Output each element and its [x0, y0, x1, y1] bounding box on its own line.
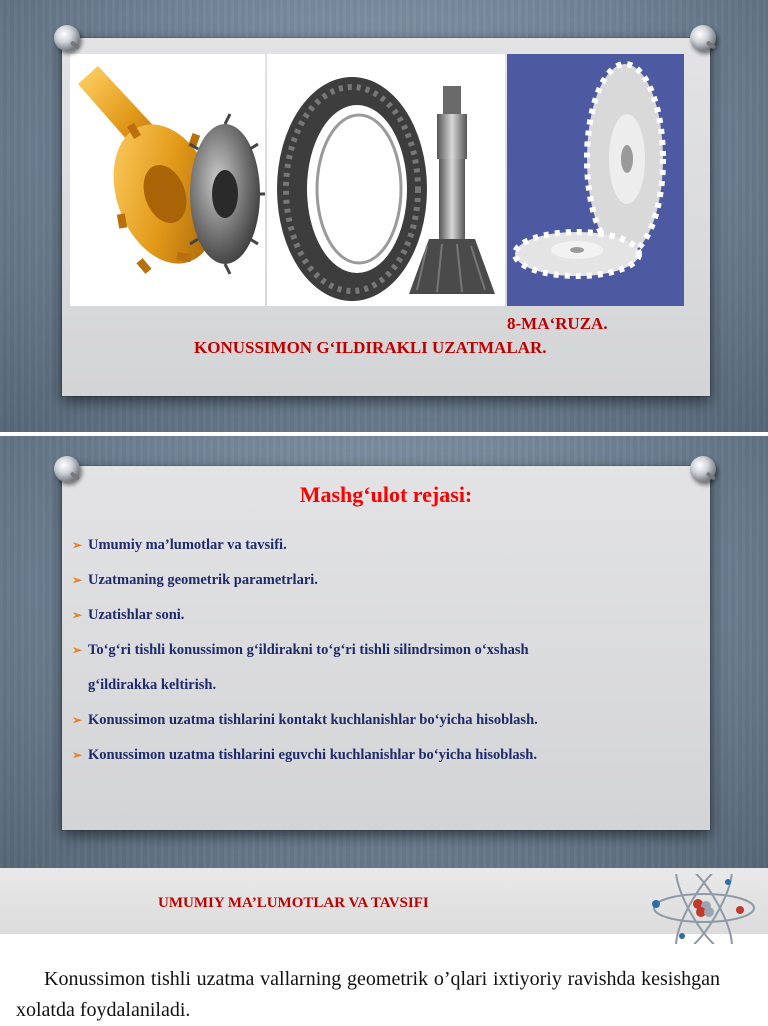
bevel-gear-pair-image — [507, 54, 684, 306]
plan-item: ➢ Konussimon uzatma tishlarini eguvchi kuchlanishlar bo‘yicha hisoblash. — [72, 738, 702, 773]
plan-heading: Mashg‘ulot rejasi: — [299, 482, 473, 507]
arrow-bullet-icon: ➢ — [72, 573, 83, 587]
spiral-bevel-gears-image — [70, 54, 265, 306]
atom-icon — [648, 874, 764, 944]
plan-item: ➢ Konussimon uzatma tishlarini kontakt kuchlanishlar bo‘yicha hisoblash. — [72, 703, 702, 738]
plan-item: ➢ Uzatishlar soni. — [72, 598, 702, 633]
arrow-bullet-icon: ➢ — [72, 643, 83, 657]
plan-list — [72, 528, 702, 773]
ring-gear-pinion-image — [267, 54, 505, 306]
section-general-info — [0, 868, 768, 1024]
arrow-bullet-icon: ➢ — [72, 748, 83, 762]
arrow-bullet-icon: ➢ — [72, 713, 83, 727]
plan-card — [62, 466, 710, 830]
arrow-bullet-icon: ➢ — [72, 608, 83, 622]
title-card — [62, 38, 710, 396]
plan-item: ➢ Uzatmaning geometrik parametrlari. — [72, 563, 702, 598]
pushpin-icon — [54, 25, 80, 51]
arrow-bullet-icon: ➢ — [72, 538, 83, 552]
plan-item-continuation: g‘ildirakka keltirish. — [88, 677, 217, 693]
body-paragraph: Konussimon tishli uzatma vallarning geometrik o’qlari ixtiyoriy ravishda kesishgan xolatda foydalaniladi. — [16, 968, 720, 1021]
section-heading: UMUMIY MA’LUMOTLAR VA TAVSIFI — [158, 895, 429, 911]
lecture-number: 8-MA‘RUZA. — [507, 314, 608, 333]
pushpin-icon — [690, 25, 716, 51]
pushpin-icon — [54, 456, 80, 482]
plan-item: ➢ Umumiy ma’lumotlar va tavsifi. — [72, 528, 702, 563]
pushpin-icon — [690, 456, 716, 482]
lecture-title: KONUSSIMON G‘ILDIRAKLI UZATMALAR. — [194, 338, 547, 357]
plan-slide — [0, 436, 768, 868]
title-slide — [0, 0, 768, 432]
plan-item: ➢ To‘g‘ri tishli konussimon g‘ildirakni to‘g‘ri tishli silindrsimon o‘xshash — [72, 633, 702, 668]
